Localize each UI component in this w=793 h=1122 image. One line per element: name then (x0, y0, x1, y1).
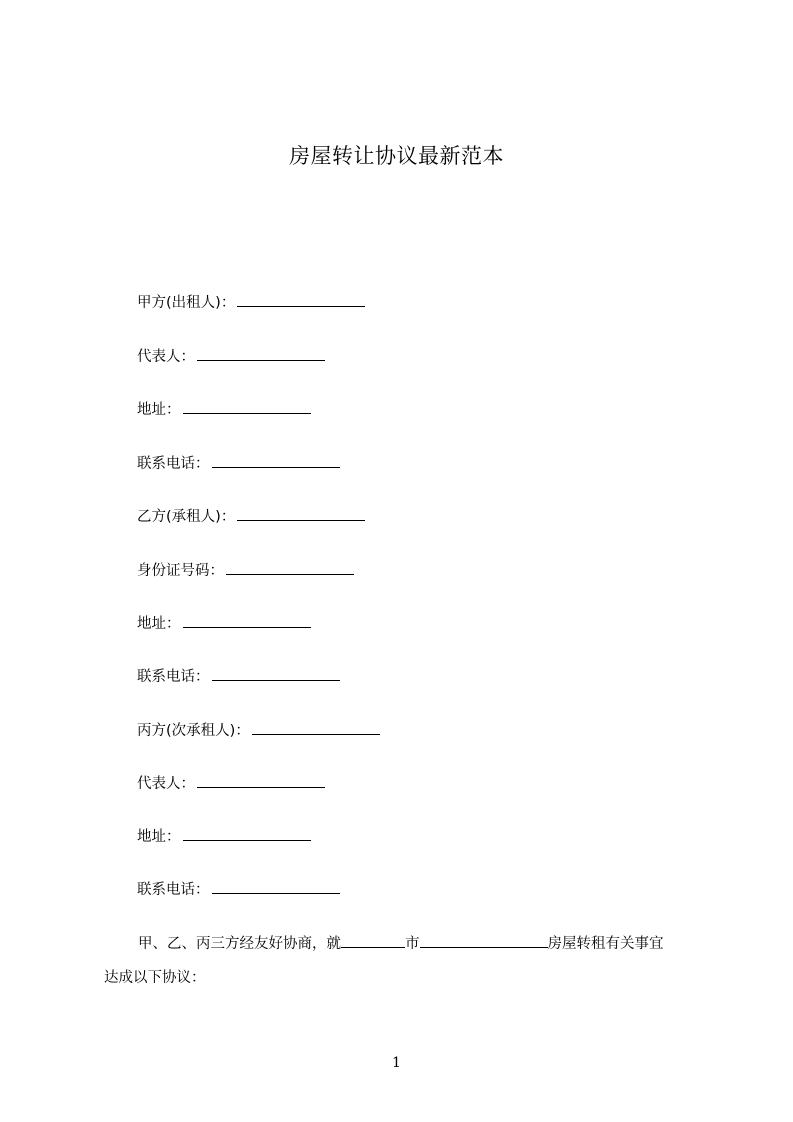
agreement-paragraph (104, 931, 704, 989)
party-a-representative-field (137, 344, 325, 366)
party-b-id-field (137, 558, 354, 580)
blank-line (237, 290, 365, 307)
document-title: 房屋转让协议最新范本 (289, 144, 504, 168)
blank-line (226, 558, 354, 575)
agreement-line-2: 达成以下协议： (104, 970, 206, 986)
party-c-address-field (137, 824, 311, 846)
field-label: 地址： (137, 402, 181, 418)
party-a-field (137, 290, 365, 312)
blank-line (212, 664, 340, 681)
field-label: 地址： (137, 829, 181, 845)
party-c-representative-field (137, 771, 325, 793)
blank-line (197, 344, 325, 361)
field-label: 身份证号码： (137, 563, 224, 579)
blank-line (212, 877, 340, 894)
party-b-field (137, 504, 365, 526)
blank-line (212, 451, 340, 468)
blank-line (237, 504, 365, 521)
field-label: 联系电话： (137, 456, 210, 472)
field-label: 丙方(次承租人)： (137, 723, 250, 739)
field-label: 联系电话： (137, 882, 210, 898)
party-c-phone-field (137, 877, 340, 899)
party-c-field (137, 718, 380, 740)
blank-line (183, 611, 311, 628)
field-label: 地址： (137, 616, 181, 632)
blank-line (183, 824, 311, 841)
blank-line (252, 718, 380, 735)
field-label: 乙方(承租人)： (137, 509, 236, 525)
field-label: 甲方(出租人)： (137, 295, 236, 311)
party-b-phone-field (137, 664, 340, 686)
field-label: 代表人： (137, 776, 195, 792)
blank-line (197, 771, 325, 788)
page-number: 1 (392, 1055, 401, 1071)
property-blank (420, 931, 548, 948)
city-blank (341, 931, 405, 948)
party-a-phone-field (137, 451, 340, 473)
party-b-address-field (137, 611, 311, 633)
field-label: 代表人： (137, 349, 195, 365)
field-label: 联系电话： (137, 669, 210, 685)
party-a-address-field (137, 397, 311, 419)
agreement-line-1: 甲、乙、丙三方经友好协商，就 市 房屋转租有关事宜 (104, 931, 704, 955)
blank-line (183, 397, 311, 414)
